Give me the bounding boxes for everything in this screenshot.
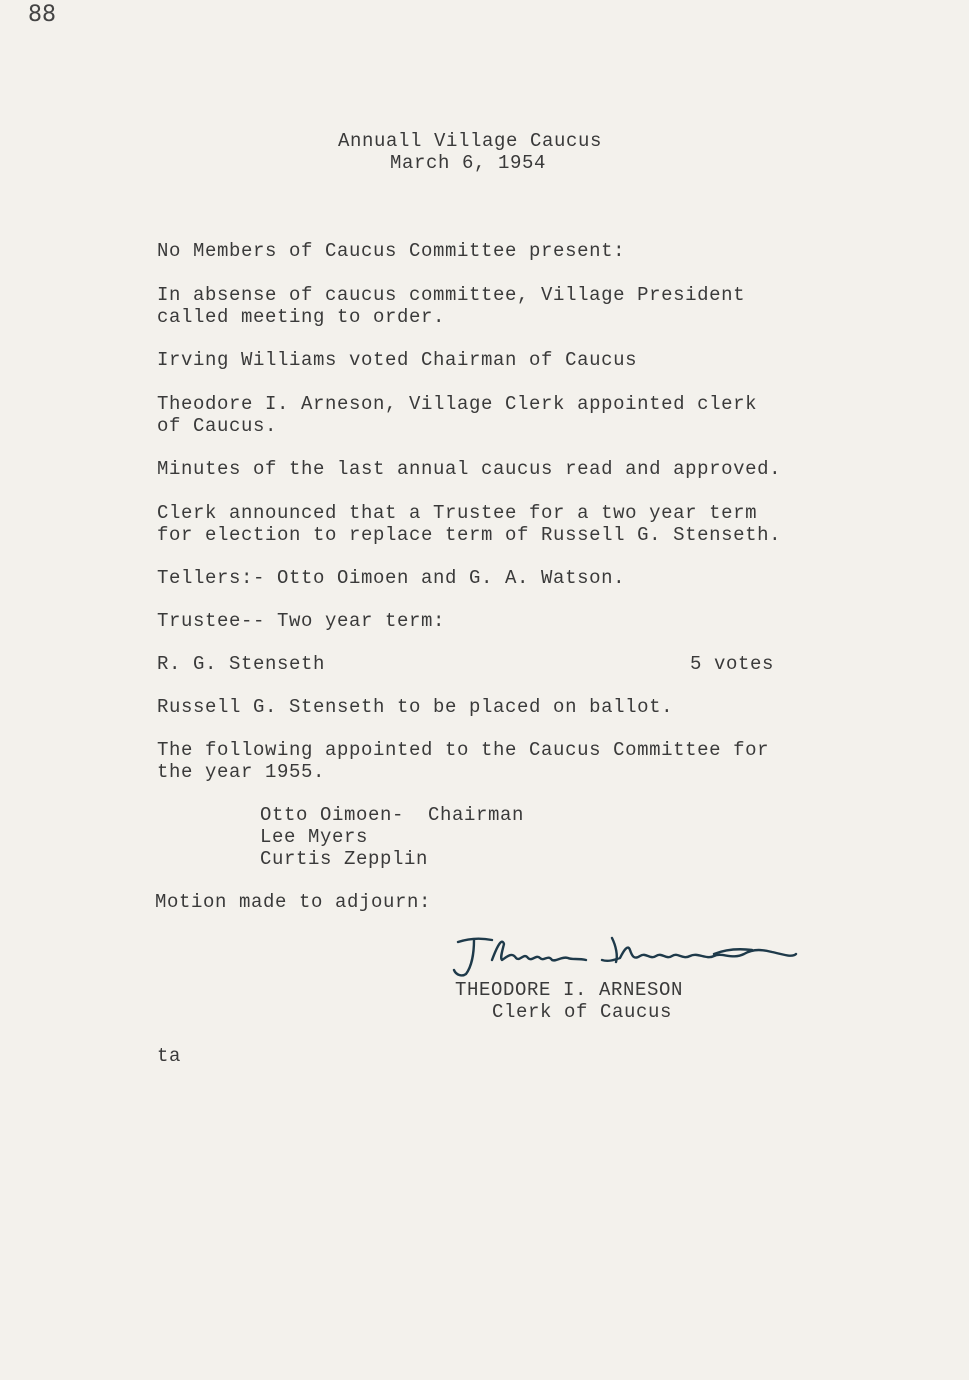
vote-count: 5 votes [690, 653, 775, 675]
trustee-announce-line-1: Clerk announced that a Trustee for a two year term [157, 502, 758, 524]
signer-name: THEODORE I. ARNESON [455, 979, 684, 1001]
signer-title: Clerk of Caucus [492, 1001, 673, 1023]
document-title: Annuall Village Caucus [338, 130, 603, 152]
absense-line-2: called meeting to order. [157, 306, 446, 328]
chairman-line: Irving Williams voted Chairman of Caucus [157, 349, 638, 371]
committee-absent-line: No Members of Caucus Committee present: [157, 240, 626, 262]
committee-member: Otto Oimoen- Chairman [260, 804, 525, 826]
minutes-line: Minutes of the last annual caucus read and approved. [157, 458, 782, 480]
document-date: March 6, 1954 [390, 152, 547, 174]
committee-line-2: the year 1955. [157, 761, 326, 783]
page-number: 88 [28, 2, 56, 27]
committee-member: Curtis Zepplin [260, 848, 429, 870]
committee-line-1: The following appointed to the Caucus Committee for [157, 739, 770, 761]
committee-member: Lee Myers [260, 826, 369, 848]
trustee-announce-line-2: for election to replace term of Russell G. Stenseth. [157, 524, 782, 546]
tellers-line: Tellers:- Otto Oimoen and G. A. Watson. [157, 567, 626, 589]
ballot-line: Russell G. Stenseth to be placed on ballot. [157, 696, 674, 718]
handwritten-signature [452, 930, 802, 980]
trustee-heading: Trustee-- Two year term: [157, 610, 446, 632]
clerk-line-2: of Caucus. [157, 415, 278, 437]
vote-candidate: R. G. Stenseth [157, 653, 326, 675]
typist-initials: ta [157, 1045, 182, 1067]
adjourn-line: Motion made to adjourn: [155, 891, 432, 913]
absense-line-1: In absense of caucus committee, Village President [157, 284, 746, 306]
clerk-line-1: Theodore I. Arneson, Village Clerk appointed clerk [157, 393, 758, 415]
